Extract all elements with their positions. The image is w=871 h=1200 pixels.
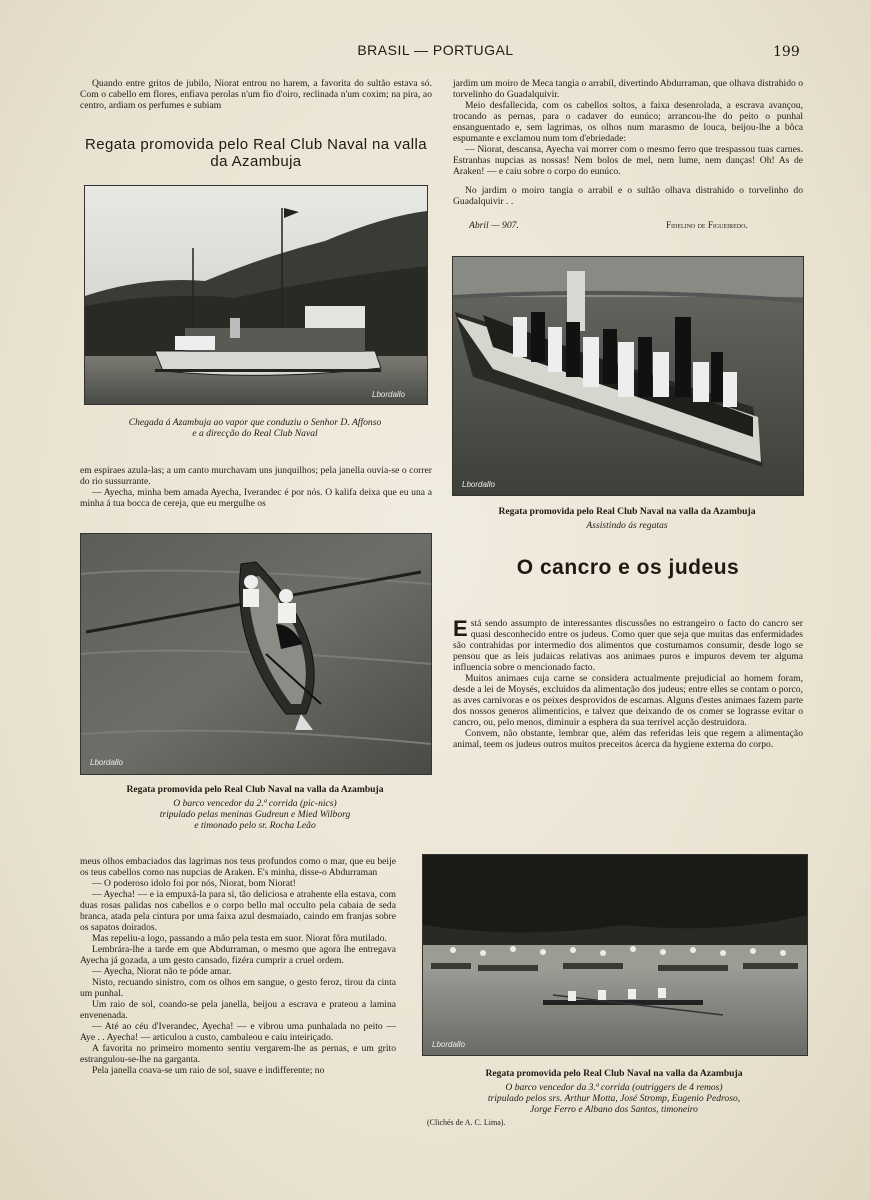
story-paragraph: No jardim o moiro tangia o arrabil e o sultão olhava distrahido o torvelinho do Guadalquivir . . (453, 185, 803, 207)
story-paragraph: em espiraes azula-las; a um canto murchavam uns junquilhos; pela janella ouvia-se o correr do rio sussurrante. (80, 465, 432, 487)
story-paragraph: — Ayecha, minha bem amada Ayecha, Iverandec é por nós. O kalifa deixa que eu una a minha á tua bocca de cereja, que eu mergulhe os (80, 487, 432, 509)
photo-caption (422, 1082, 806, 1115)
drop-cap: E (453, 616, 468, 641)
regata-heading: Regata promovida pelo Real Club Naval na valla da Azambuja (85, 136, 427, 170)
article-paragraph: Convem, não obstante, lembrar que, além das referidas leis que regem a alimentação animal, teem os judeus outros muitos preceitos ácerca da hygiene externa do corpo. (453, 728, 803, 750)
photo-race (422, 854, 808, 1056)
story-paragraph: — Até ao céu d'Iverandec, Ayecha! — e vibrou uma punhalada no peito — Aye . . Ayecha! — articulou a custo, cambaleou e caiu inteiriçado. (80, 1021, 396, 1043)
photo-caption-title: Regata promovida pelo Real Club Naval na valla da Azambuja (485, 1068, 743, 1079)
photo-credit: Lbordallo (90, 758, 123, 767)
photo-credit: Lbordallo (462, 480, 495, 489)
caption-line: tripulado pelas meninas Gudreun e Mied Wilborg (159, 809, 351, 820)
story-paragraph: Quando entre gritos de jubilo, Niorat entrou no harem, a favorita do sultão estava só. Com o cabello em flores, enfiava perolas n'um fio d'oiro, reclinada n'um coxim; na pira, ao centro, ardiam os perfumes e subiam (80, 78, 432, 111)
caption-line: e a direcção do Real Club Naval (192, 428, 318, 439)
photo-caption-title: Regata promovida pelo Real Club Naval na valla da Azambuja (126, 784, 384, 795)
story-paragraph: — Ayecha, Niorat não te póde amar. (92, 966, 232, 977)
story-paragraph: Mas repeliu-a logo, passando a mão pela testa em suor. Niorat fôra mutilado. (92, 933, 387, 944)
story-paragraph: Pela janella coava-se um raio de sol, suave e indifferente; no (92, 1065, 325, 1076)
page-header-title: BRASIL — PORTUGAL (357, 42, 514, 58)
story-signature: Fidelino de Figueiredo. (666, 220, 748, 230)
story-paragraph: jardim um moiro de Meca tangia o arrabil, divertindo Abdurraman, que olhava distrahido o torvelinho do Guadalquivir. (453, 78, 803, 100)
photo-steamboat (84, 185, 428, 405)
photo-credit: Lbordallo (372, 390, 405, 399)
story-mid-text (80, 465, 432, 509)
photo-spectators (452, 256, 804, 496)
article-title: O cancro e os judeus (516, 556, 740, 579)
story-date: Abril — 907. (469, 220, 519, 231)
photo-rowboat (80, 533, 432, 775)
article-body (453, 618, 803, 750)
caption-line: tripulado pelos srs. Arthur Motta, José Stromp, Eugenio Pedroso, (487, 1093, 741, 1104)
photo-caption: Assistindo ás regatas (586, 520, 668, 531)
photo-caption-title: Regata promovida pelo Real Club Naval na valla da Azambuja (498, 506, 756, 517)
story-paragraph: Um raio de sol, coando-se pela janella, beijou a escrava e prateou a lamina envenenada. (80, 999, 396, 1021)
story-paragraph: A favorita no primeiro momento sentiu vergarem-lhe as pernas, e um grito estrangulou-se-lhe na garganta. (80, 1043, 396, 1065)
story-paragraph: — O poderoso idolo foi por nós, Niorat, bom Niorat! (92, 878, 296, 889)
story-paragraph: Nisto, recuando sinistro, com os olhos em sangue, o gesto feroz, tirou da cinta um punhal. (80, 977, 396, 999)
story-bottom-text (80, 856, 396, 1076)
story-paragraph: Meio desfallecida, com os cabellos soltos, a faixa desenrolada, a escrava avançou, trocando as pernas, para o cadaver do eunúco; arrancou-lhe do peito o punhal ensanguentado e, sem lagrimas, os olhos num marasmo de louca, beijou-lhe a bôca espumante e exclamou num tom d'ebriedade: (453, 100, 803, 144)
cliches-credit: (Clichés de A. C. Lima). (427, 1118, 506, 1127)
photo-caption (84, 417, 426, 439)
story-top-text (80, 78, 432, 111)
caption-line: Chegada á Azambuja ao vapor que conduziu o Senhor D. Affonso (128, 417, 382, 428)
page-number: 199 (773, 44, 800, 60)
caption-line: e timonado pelo sr. Rocha Leão (194, 820, 316, 831)
caption-line: O barco vencedor da 3.ª corrida (outriggers de 4 remos) (505, 1082, 723, 1093)
article-paragraph: Está sendo assumpto de interessantes discussões no estrangeiro o facto do cancro ser quasi desconhecido entre os judeus. Como quer que seja que muitas das enfermidades são contrahidas por intermedio dos alimentos que costumamos consumir, desde logo se pensou que as leis judaicas relativas aos animaes puros e impuros devem ter alguma influencia sobre o mencionado facto. (453, 616, 803, 673)
article-paragraph: Muitos animaes cuja carne se considera actualmente prejudicial ao homem foram, desde a lei de Moysés, excluidos da alimentação dos judeus; entre elles se contam o porco, as aves carnivoras e os peixes desprovidos de escamas. Alguns d'estes animaes fazem parte dos nossos generos alimenticios, e talvez que deixando de os comer se lograsse evitar o cancro, ou, pelo menos, diminuir a esphera da sua terrivel acção destruidora. (453, 673, 803, 728)
photo-credit: Lbordallo (432, 1040, 465, 1049)
caption-line: O barco vencedor da 2.ª corrida (pic-nics) (173, 798, 337, 809)
caption-line: Jorge Ferro e Albano dos Santos, timoneiro (530, 1104, 698, 1115)
story-paragraph: — Ayecha! — e ia empuxá-la para si, tão deliciosa e atrahente ella estava, com duas rosas palidas nos cabellos e o corpo bello mal occulto pela cabaia de seda branca, atada pela cintura por uma faixa azul desmaiado, caindo em franjas sobre os sapatos doirados. (80, 889, 396, 933)
story-right-text (453, 78, 803, 207)
photo-caption (80, 798, 430, 831)
story-paragraph: Lembrára-lhe a tarde em que Abdurraman, o mesmo que agora lhe entregava Ayecha já gozada, a um gesto cansado, fizéra cumprir a cruel ordem. (80, 944, 396, 966)
story-paragraph: meus olhos embaciados das lagrimas nos teus profundos como o mar, que eu beije os teus cabellos como nas nupcias de Araken. E's minha, disse-o Abdurraman (80, 856, 396, 878)
story-paragraph: — Niorat, descansa, Ayecha vai morrer com o mesmo ferro que trespassou tuas carnes. Estranhas nupcias as nossas! Nem bolos de mel, nem lume, nem danças! Oh! As de Araken! — e caiu sobre o corpo do eunúco. (453, 144, 803, 177)
